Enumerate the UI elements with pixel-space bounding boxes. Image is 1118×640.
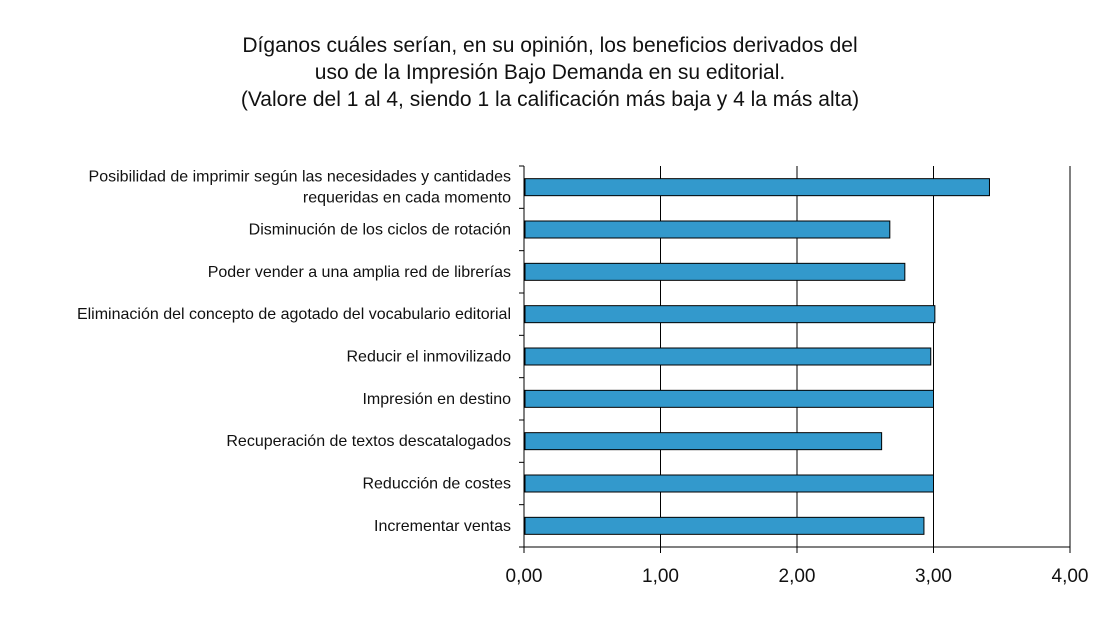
bar-1 <box>525 221 890 238</box>
bar-8 <box>525 517 924 534</box>
x-tick-label-1: 1,00 <box>642 566 679 587</box>
x-tick-label-2: 2,00 <box>778 566 816 587</box>
category-labels <box>77 169 511 535</box>
chart-title-line-2: uso de la Impresión Bajo Demanda en su editorial. <box>314 61 786 84</box>
category-label-1: Disminución de los ciclos de rotación <box>248 221 511 239</box>
chart-title-line-3: (Valore del 1 al 4, siendo 1 la calificación más baja y 4 la más alta) <box>240 88 860 111</box>
bar-6 <box>525 433 882 450</box>
bar-4 <box>525 348 931 365</box>
category-label-2: Poder vender a una amplia red de librerías <box>207 263 511 281</box>
bar-3 <box>525 306 935 323</box>
tick-labels <box>506 566 1089 587</box>
category-label-5: Impresión en destino <box>362 390 511 408</box>
x-tick-label-3: 3,00 <box>915 566 952 587</box>
category-label-4: Reducir el inmovilizado <box>346 348 511 366</box>
bar-0 <box>525 179 989 196</box>
category-label-8: Incrementar ventas <box>374 517 511 535</box>
category-label-6: Recuperación de textos descatalogados <box>226 433 511 451</box>
x-tick-label-0: 0,00 <box>505 566 543 587</box>
bar-5 <box>525 390 934 407</box>
x-tick-label-4: 4,00 <box>1051 566 1089 587</box>
bars <box>525 179 989 535</box>
chart-title-line-1: Díganos cuáles serían, en su opinión, los beneficios derivados del <box>242 34 858 57</box>
bar-2 <box>525 263 905 280</box>
bar-7 <box>525 475 934 492</box>
category-label-0-line-1: requeridas en cada momento <box>302 189 511 207</box>
category-label-3: Eliminación del concepto de agotado del vocabulario editorial <box>76 306 511 324</box>
category-label-0-line-0: Posibilidad de imprimir según las necesidades y cantidades <box>88 168 511 186</box>
category-label-7: Reducción de costes <box>362 475 511 493</box>
